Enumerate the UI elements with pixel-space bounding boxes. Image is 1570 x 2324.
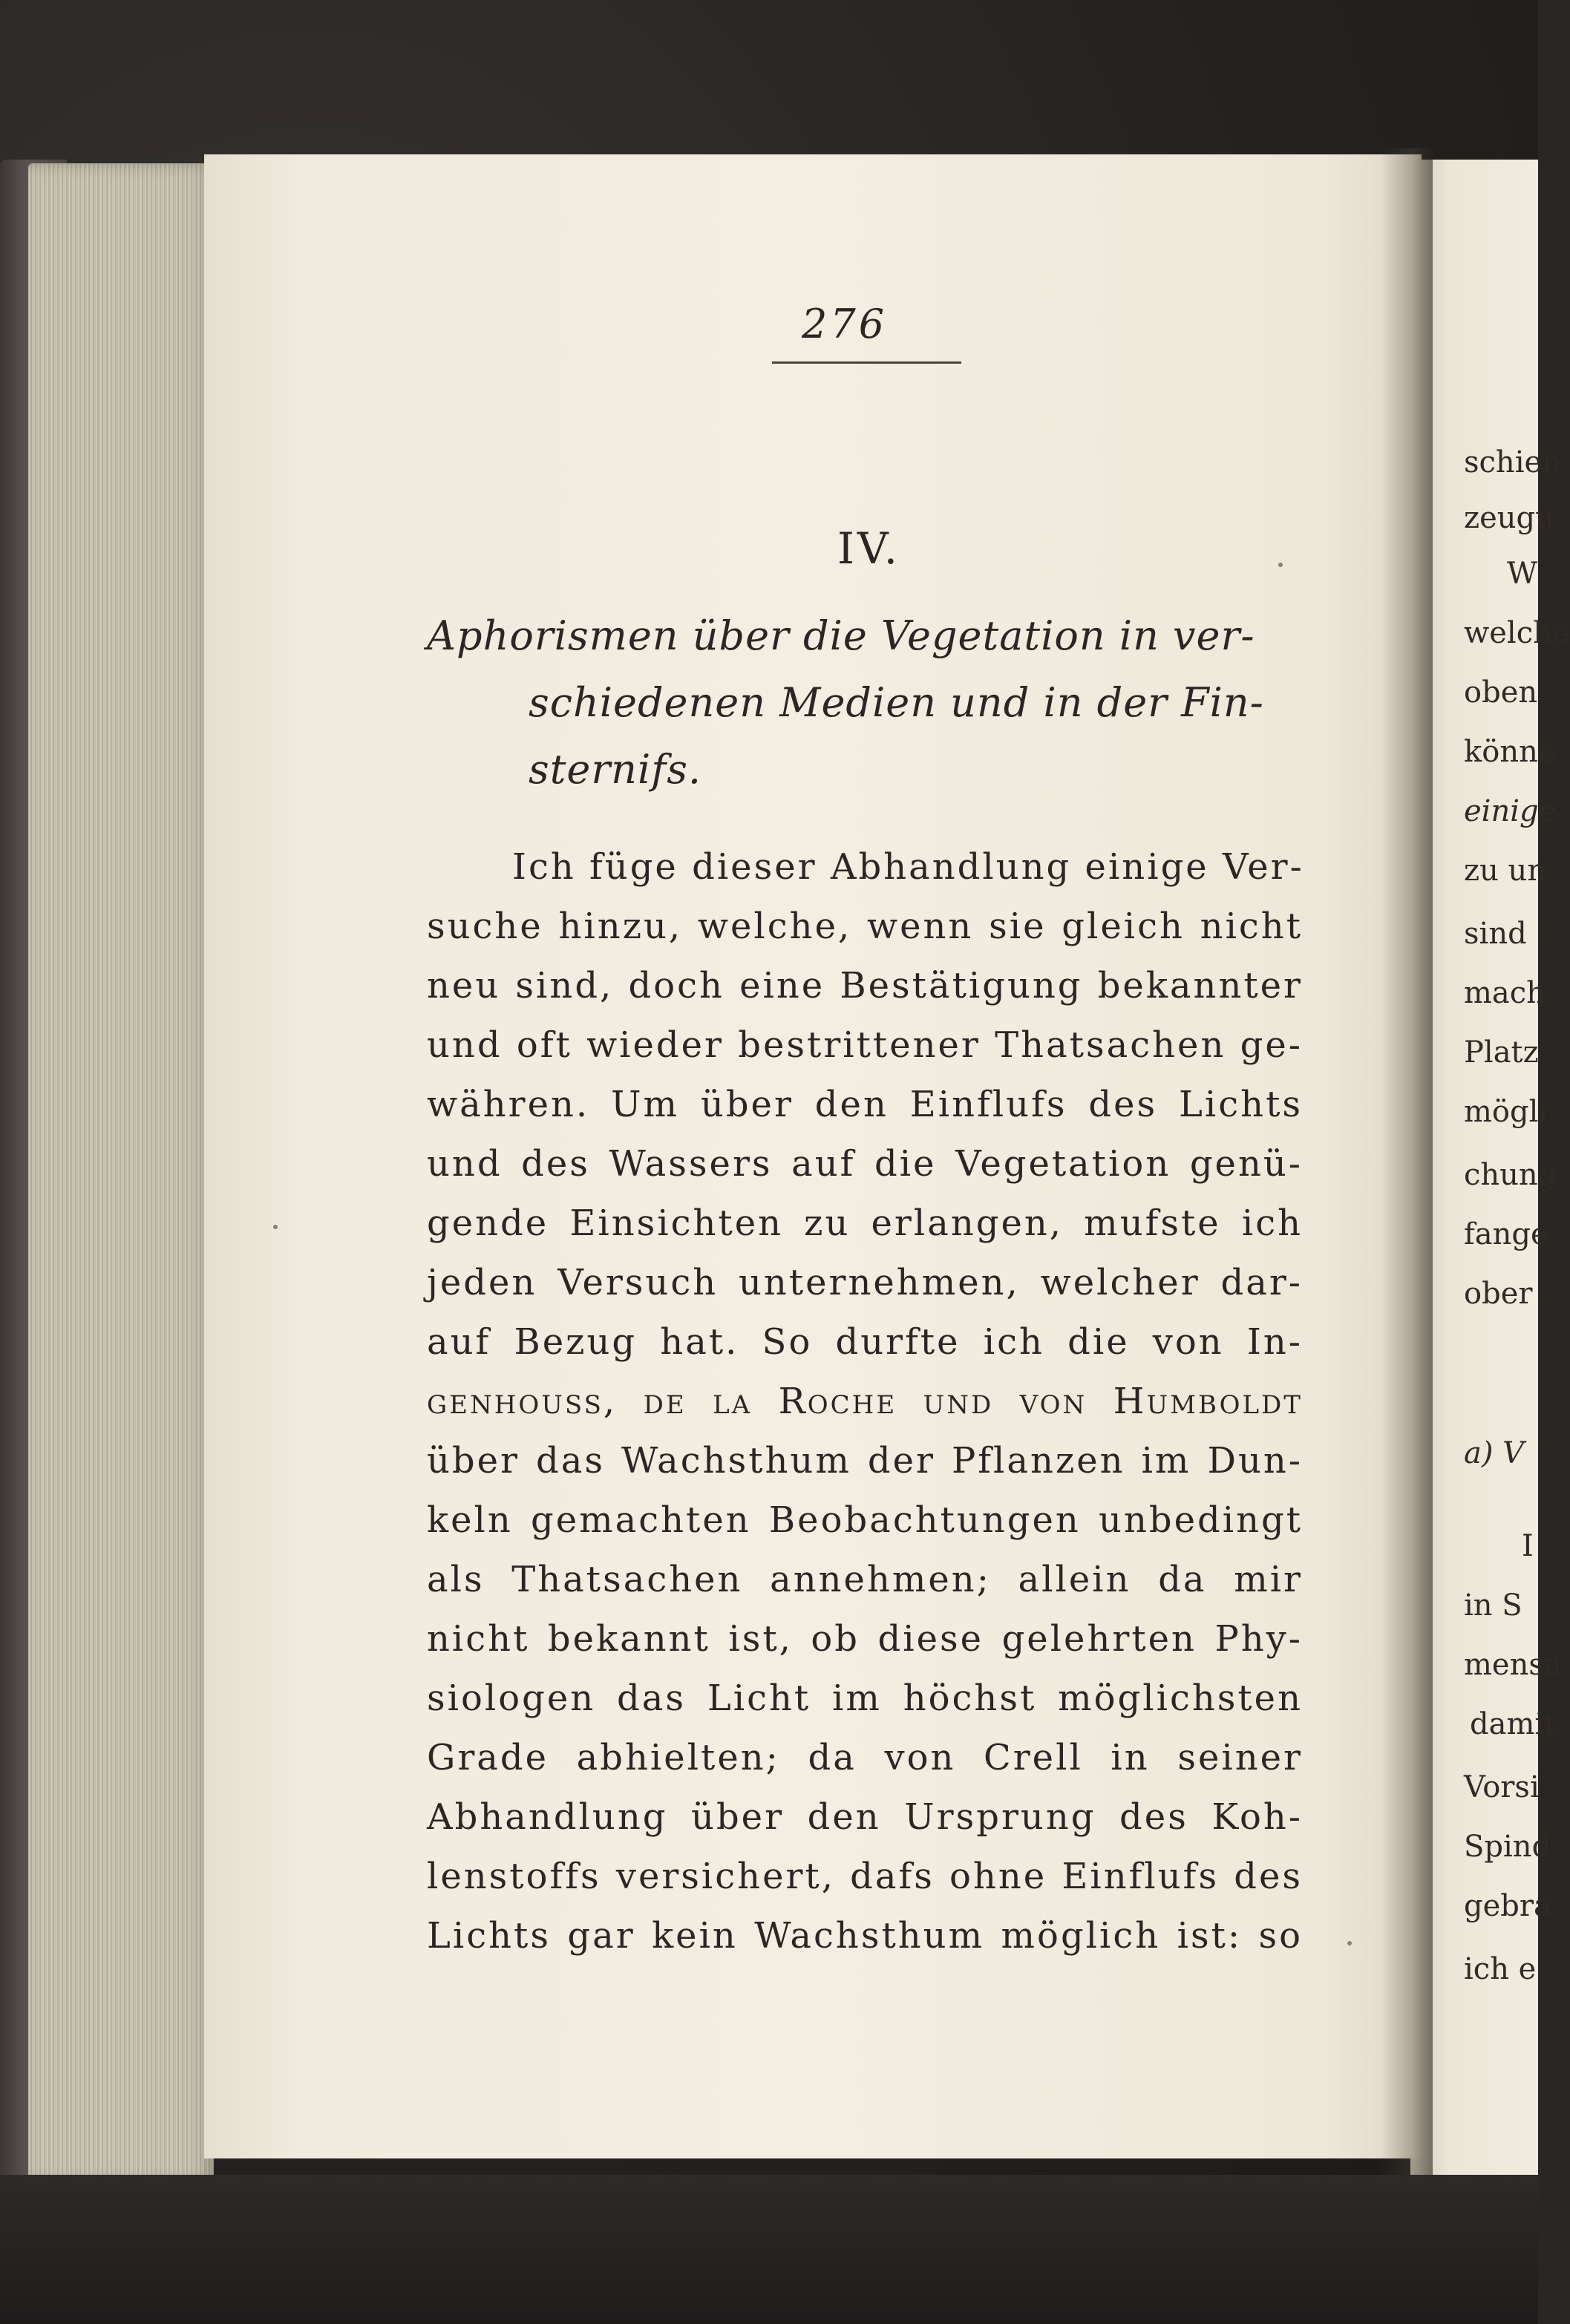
facing-page-fragment: mensa — [1464, 1648, 1562, 1682]
body-line: über das Wachsthum der Pflanzen im Dun- — [427, 1440, 1303, 1482]
paper-speck — [273, 1225, 278, 1229]
book-gutter — [1381, 148, 1433, 2197]
facing-page-fragment: mach — [1464, 976, 1546, 1010]
facing-page-fragment: in S — [1464, 1588, 1522, 1623]
facing-page-fragment: zu un — [1464, 854, 1547, 888]
facing-page-fragment: I — [1522, 1529, 1534, 1563]
facing-page-fragment: mögli — [1464, 1095, 1548, 1129]
body-line: auf Bezug hat. So durfte ich die von In- — [427, 1321, 1303, 1363]
book-cover-bottom — [0, 2175, 1538, 2324]
body-line: lenstoffs versichert, dafs ohne Einflufs des — [427, 1856, 1303, 1897]
page-stack — [28, 163, 214, 2182]
body-line: als Thatsachen annehmen; allein da mir — [427, 1559, 1303, 1600]
paper-speck — [1278, 563, 1283, 567]
facing-page-fragment: chung — [1464, 1158, 1557, 1192]
facing-page-fragment: fange — [1464, 1217, 1548, 1251]
facing-page-fragment: ober — [1464, 1277, 1533, 1311]
body-line: siologen das Licht im höchst möglichsten — [427, 1677, 1303, 1719]
facing-page-fragment: schien — [1464, 445, 1561, 479]
facing-page-fragment: ich e — [1464, 1952, 1537, 1986]
facing-page-fragment: zeugu — [1464, 501, 1554, 535]
body-line: nicht bekannt ist, ob diese gelehrten Phy- — [427, 1618, 1303, 1660]
facing-page-fragment: Spind — [1464, 1830, 1551, 1864]
facing-page-fragment: Platz — [1464, 1035, 1539, 1070]
body-line: währen. Um über den Einflufs des Lichts — [427, 1084, 1303, 1125]
header-rule — [772, 361, 961, 364]
body-line: und oft wieder bestrittener Thatsachen ge- — [427, 1024, 1303, 1066]
facing-page-fragment: Vorsi — [1464, 1770, 1540, 1804]
body-line: Lichts gar kein Wachsthum möglich ist: so — [427, 1915, 1303, 1957]
facing-page-fragment: damit — [1470, 1707, 1557, 1741]
body-line: und des Wassers auf die Vegetation genü- — [427, 1143, 1303, 1185]
section-number: IV. — [837, 523, 901, 574]
body-line: Grade abhielten; da von Crell in seiner — [427, 1737, 1303, 1778]
body-line: genhouss, de la Roche und von Humboldt — [427, 1381, 1303, 1422]
section-title-line: Aphorismen über die Vegetation in ver- — [427, 612, 1255, 659]
paper-speck — [1347, 1941, 1352, 1945]
body-line: gende Einsichten zu erlangen, mufste ich — [427, 1202, 1303, 1244]
body-line: Ich füge dieser Abhandlung einige Ver- — [512, 846, 1304, 888]
facing-page-fragment: könne — [1464, 735, 1556, 769]
facing-page-fragment: gebra — [1464, 1889, 1551, 1923]
body-line: suche hinzu, welche, wenn sie gleich nicht — [427, 906, 1303, 947]
facing-page-fragment: sind — [1464, 917, 1527, 951]
body-line: Abhandlung über den Ursprung des Koh- — [427, 1796, 1303, 1838]
section-title-line: schiedenen Medien und in der Fin- — [529, 679, 1264, 726]
facing-page-fragment: welche — [1464, 616, 1570, 650]
body-line: jeden Versuch unternehmen, welcher dar- — [427, 1262, 1303, 1303]
section-title-line: sternifs. — [529, 746, 702, 793]
body-line: keln gemachten Beobachtungen unbedingt — [427, 1499, 1303, 1541]
facing-page-fragment: einige — [1464, 794, 1557, 828]
page-number: 276 — [802, 301, 888, 347]
facing-page-fragment: oben — [1464, 675, 1538, 710]
facing-page-fragment: W — [1507, 557, 1538, 591]
body-line: neu sind, doch eine Bestätigung bekannter — [427, 965, 1303, 1006]
facing-page-fragment: a) V — [1464, 1436, 1525, 1470]
